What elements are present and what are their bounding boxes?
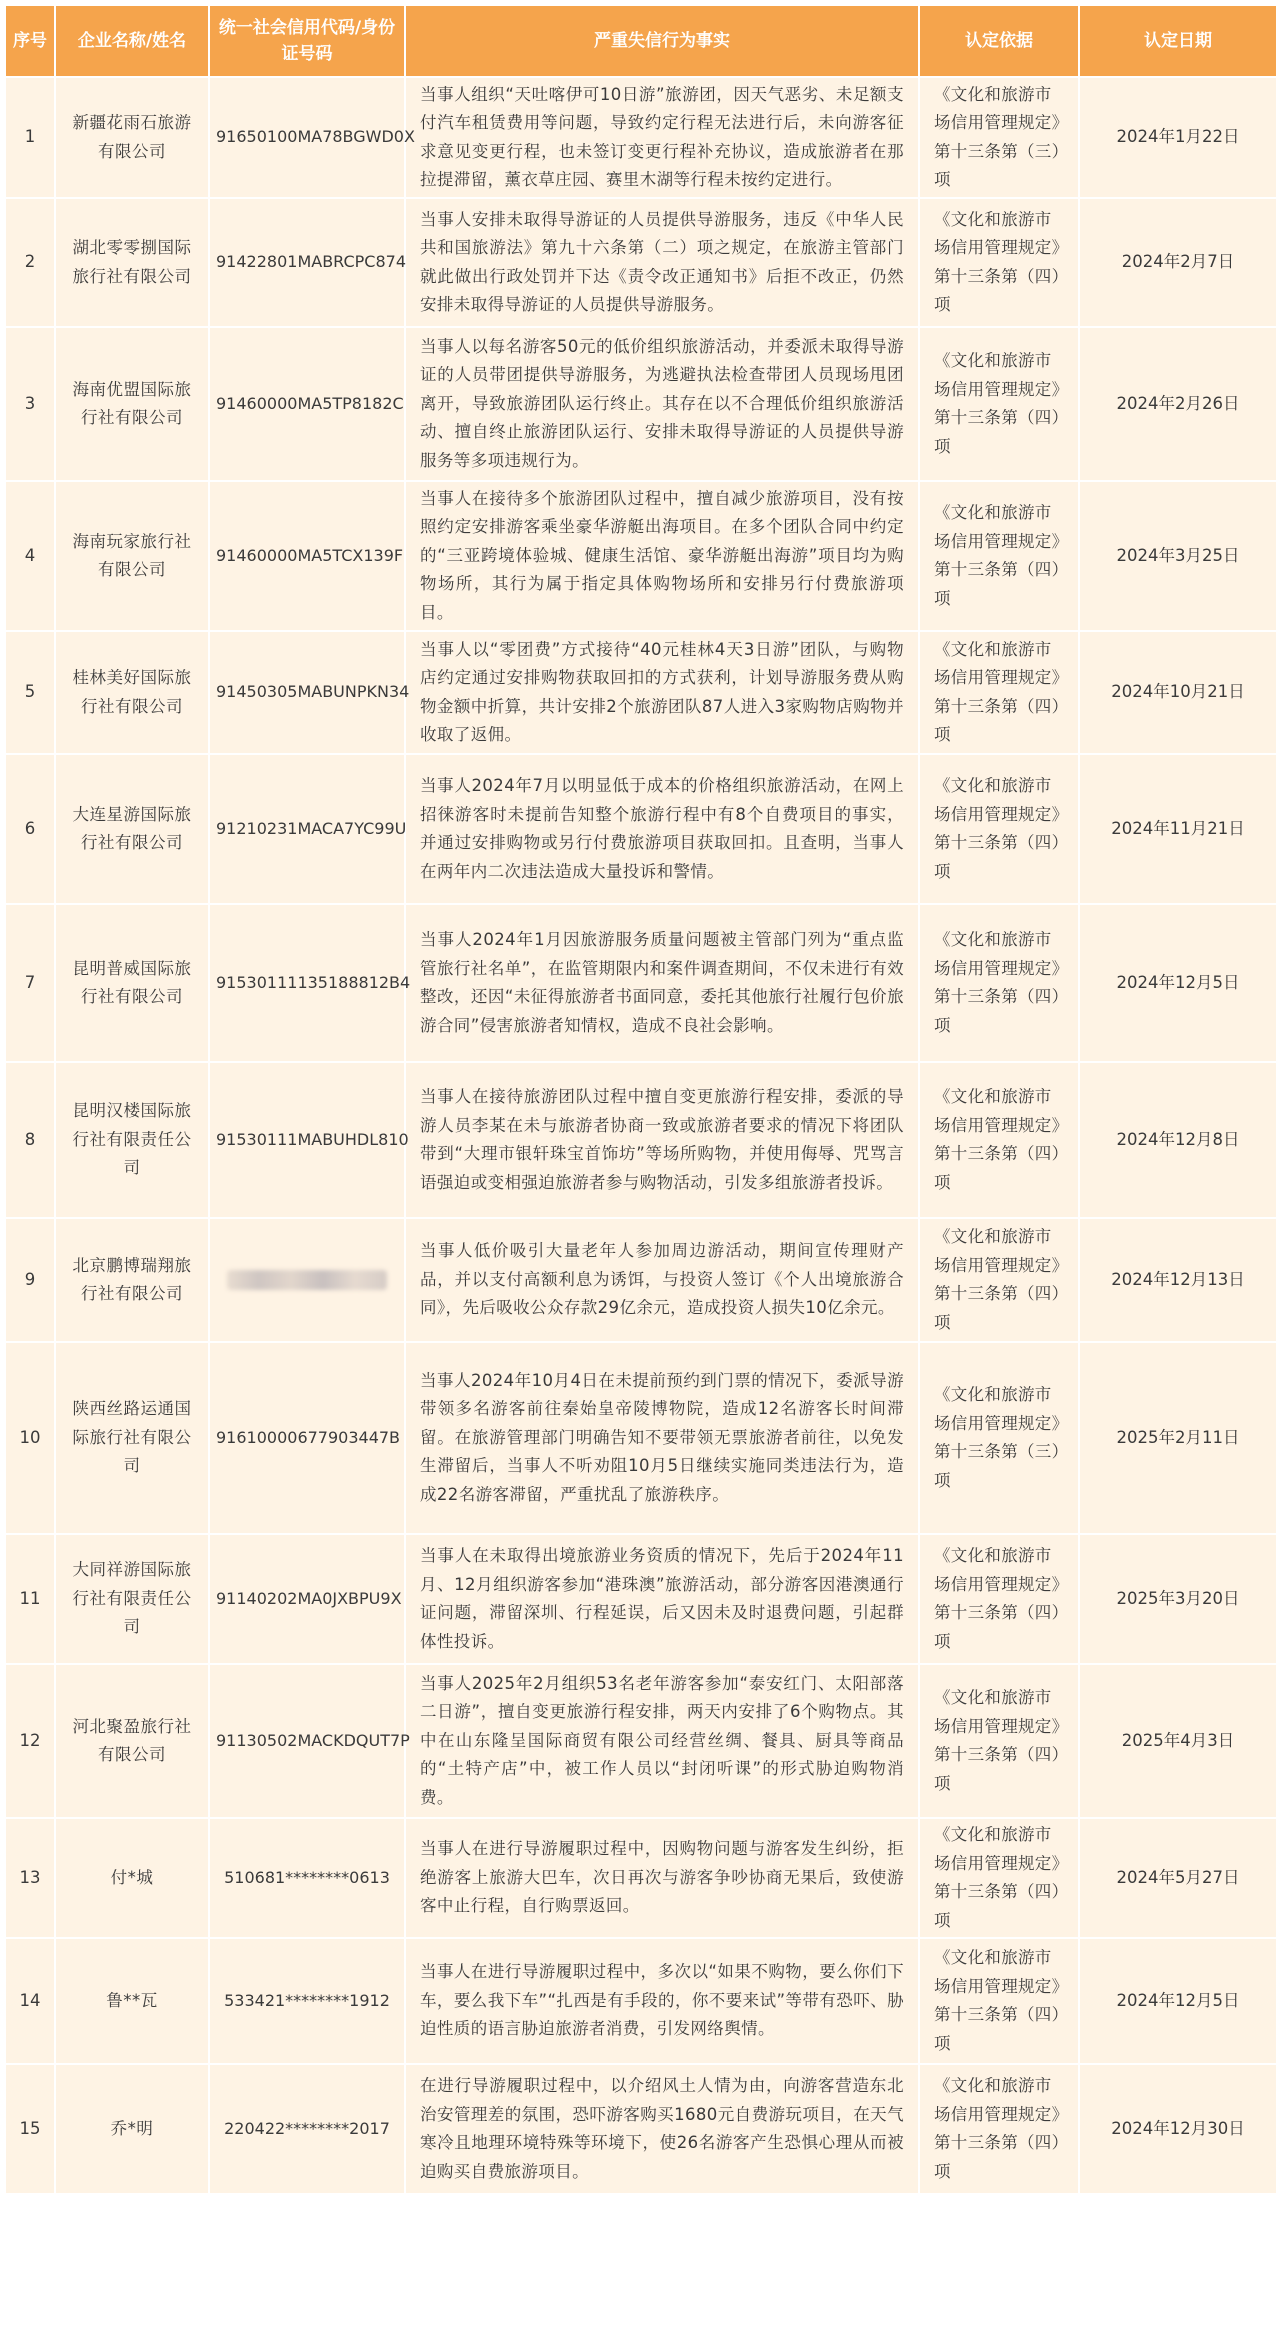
cell-date: 2024年10月21日 xyxy=(1079,631,1277,754)
cell-date: 2024年3月25日 xyxy=(1079,481,1277,631)
cell-basis: 《文化和旅游市场信用管理规定》第十三条第（三）项 xyxy=(919,77,1079,198)
table-row xyxy=(5,327,1277,481)
cell-basis: 《文化和旅游市场信用管理规定》第十三条第（四）项 xyxy=(919,327,1079,481)
cell-seq: 3 xyxy=(5,327,55,481)
cell-basis: 《文化和旅游市场信用管理规定》第十三条第（四）项 xyxy=(919,904,1079,1062)
cell-seq: 11 xyxy=(5,1534,55,1664)
cell-basis: 《文化和旅游市场信用管理规定》第十三条第（四）项 xyxy=(919,481,1079,631)
cell-date: 2025年4月3日 xyxy=(1079,1664,1277,1818)
cell-name: 大连星游国际旅行社有限公司 xyxy=(55,754,209,904)
table-row xyxy=(5,2064,1277,2194)
cell-date: 2024年11月21日 xyxy=(1079,754,1277,904)
cell-seq: 7 xyxy=(5,904,55,1062)
table-header-row xyxy=(5,5,1277,77)
table-row xyxy=(5,1664,1277,1818)
header-fact: 严重失信行为事实 xyxy=(405,5,919,77)
cell-fact: 当事人组织“天吐喀伊可10日游”旅游团，因天气恶劣、未足额支付汽车租赁费用等问题，导致约定行程无法进行后，未向游客征求意见变更行程，也未签订变更行程补充协议，造成旅游者在那拉提滞留，薰衣草庄园、赛里木湖等行程未按约定进行。 xyxy=(405,77,919,198)
cell-seq: 5 xyxy=(5,631,55,754)
cell-name: 昆明汉楼国际旅行社有限责任公司 xyxy=(55,1062,209,1218)
header-code: 统一社会信用代码/身份证号码 xyxy=(209,5,405,77)
table-row xyxy=(5,1534,1277,1664)
cell-fact: 当事人在进行导游履职过程中，多次以“如果不购物，要么你们下车，要么我下车”“扎西是有手段的，你不要来试”等带有恐吓、胁迫性质的语言胁迫旅游者消费，引发网络舆情。 xyxy=(405,1938,919,2064)
dishonesty-list-table xyxy=(4,4,1278,2195)
cell-code: 91460000MA5TCX139F xyxy=(209,481,405,631)
table-row xyxy=(5,198,1277,327)
cell-basis: 《文化和旅游市场信用管理规定》第十三条第（四）项 xyxy=(919,754,1079,904)
table-row xyxy=(5,1342,1277,1534)
cell-basis: 《文化和旅游市场信用管理规定》第十三条第（四）项 xyxy=(919,1664,1079,1818)
table-row xyxy=(5,481,1277,631)
cell-fact: 当事人低价吸引大量老年人参加周边游活动，期间宣传理财产品，并以支付高额利息为诱饵，与投资人签订《个人出境旅游合同》，先后吸收公众存款29亿余元，造成投资人损失10亿余元。 xyxy=(405,1218,919,1342)
cell-fact: 在进行导游履职过程中，以介绍风土人情为由，向游客营造东北治安管理差的氛围，恐吓游客购买1680元自费游玩项目，在天气寒冷且地理环境特殊等环境下，使26名游客产生恐惧心理从而被迫购买自费旅游项目。 xyxy=(405,2064,919,2194)
cell-name: 大同祥游国际旅行社有限责任公司 xyxy=(55,1534,209,1664)
redacted-code-blur xyxy=(227,1270,387,1290)
cell-fact: 当事人2024年7月以明显低于成本的价格组织旅游活动，在网上招徕游客时未提前告知整个旅游行程中有8个自费项目的事实，并通过安排购物或另行付费旅游项目获取回扣。且查明，当事人在两年内二次违法造成大量投诉和警情。 xyxy=(405,754,919,904)
cell-fact: 当事人2025年2月组织53名老年游客参加“泰安红门、太阳部落二日游”，擅自变更旅游行程安排，两天内安排了6个购物点。其中在山东隆呈国际商贸有限公司经营丝绸、餐具、厨具等商品的“土特产店”中，被工作人员以“封闭听课”的形式胁迫购物消费。 xyxy=(405,1664,919,1818)
table-row xyxy=(5,77,1277,198)
cell-basis: 《文化和旅游市场信用管理规定》第十三条第（四）项 xyxy=(919,631,1079,754)
cell-basis: 《文化和旅游市场信用管理规定》第十三条第（四）项 xyxy=(919,198,1079,327)
cell-fact: 当事人以每名游客50元的低价组织旅游活动，并委派未取得导游证的人员带团提供导游服务，为逃避执法检查带团人员现场甩团离开，导致旅游团队运行终止。其存在以不合理低价组织旅游活动、擅自终止旅游团队运行、安排未取得导游证的人员提供导游服务等多项违规行为。 xyxy=(405,327,919,481)
cell-basis: 《文化和旅游市场信用管理规定》第十三条第（四）项 xyxy=(919,1062,1079,1218)
cell-code: 91140202MA0JXBPU9X xyxy=(209,1534,405,1664)
cell-seq: 6 xyxy=(5,754,55,904)
cell-fact: 当事人2024年1月因旅游服务质量问题被主管部门列为“重点监管旅行社名单”，在监管期限内和案件调查期间，不仅未进行有效整改，还因“未征得旅游者书面同意，委托其他旅行社履行包价旅游合同”侵害旅游者知情权，造成不良社会影响。 xyxy=(405,904,919,1062)
header-date: 认定日期 xyxy=(1079,5,1277,77)
cell-fact: 当事人在未取得出境旅游业务资质的情况下，先后于2024年11月、12月组织游客参加“港珠澳”旅游活动，部分游客因港澳通行证问题，滞留深圳、行程延误，后又因未及时退费问题，引起群体性投诉。 xyxy=(405,1534,919,1664)
cell-name: 海南玩家旅行社有限公司 xyxy=(55,481,209,631)
cell-seq: 12 xyxy=(5,1664,55,1818)
table-row xyxy=(5,1062,1277,1218)
cell-seq: 4 xyxy=(5,481,55,631)
cell-fact: 当事人在进行导游履职过程中，因购物问题与游客发生纠纷，拒绝游客上旅游大巴车，次日再次与游客争吵协商无果后，致使游客中止行程，自行购票返回。 xyxy=(405,1818,919,1938)
cell-name: 海南优盟国际旅行社有限公司 xyxy=(55,327,209,481)
cell-name: 乔*明 xyxy=(55,2064,209,2194)
cell-seq: 2 xyxy=(5,198,55,327)
cell-date: 2025年2月11日 xyxy=(1079,1342,1277,1534)
cell-date: 2024年12月30日 xyxy=(1079,2064,1277,2194)
cell-basis: 《文化和旅游市场信用管理规定》第十三条第（四）项 xyxy=(919,2064,1079,2194)
cell-code: 510681********0613 xyxy=(209,1818,405,1938)
cell-name: 鲁**瓦 xyxy=(55,1938,209,2064)
cell-fact: 当事人在接待多个旅游团队过程中，擅自减少旅游项目，没有按照约定安排游客乘坐豪华游艇出海项目。在多个团队合同中约定的“三亚跨境体验城、健康生活馆、豪华游艇出海游”项目均为购物场所，其行为属于指定具体购物场所和安排另行付费旅游项目。 xyxy=(405,481,919,631)
header-name: 企业名称/姓名 xyxy=(55,5,209,77)
cell-date: 2025年3月20日 xyxy=(1079,1534,1277,1664)
header-seq: 序号 xyxy=(5,5,55,77)
table-row xyxy=(5,904,1277,1062)
cell-code: 91450305MABUNPKN34 xyxy=(209,631,405,754)
cell-code: 91530111MABUHDL810 xyxy=(209,1062,405,1218)
table-row xyxy=(5,631,1277,754)
table-row xyxy=(5,754,1277,904)
cell-fact: 当事人在接待旅游团队过程中擅自变更旅游行程安排，委派的导游人员李某在未与旅游者协商一致或旅游者要求的情况下将团队带到“大理市银轩珠宝首饰坊”等场所购物，并使用侮辱、咒骂言语强迫或变相强迫旅游者参与购物活动，引发多组旅游者投诉。 xyxy=(405,1062,919,1218)
cell-date: 2024年2月7日 xyxy=(1079,198,1277,327)
cell-date: 2024年5月27日 xyxy=(1079,1818,1277,1938)
cell-seq: 13 xyxy=(5,1818,55,1938)
cell-code: 91422801MABRCPC874 xyxy=(209,198,405,327)
cell-fact: 当事人2024年10月4日在未提前预约到门票的情况下，委派导游带领多名游客前往秦始皇帝陵博物院，造成12名游客长时间滞留。在旅游管理部门明确告知不要带领无票旅游者前往，以免发生滞留后，当事人不听劝阻10月5日继续实施同类违法行为，造成22名游客滞留，严重扰乱了旅游秩序。 xyxy=(405,1342,919,1534)
cell-code: 220422********2017 xyxy=(209,2064,405,2194)
cell-code-redacted xyxy=(209,1218,405,1342)
cell-basis: 《文化和旅游市场信用管理规定》第十三条第（四）项 xyxy=(919,1534,1079,1664)
cell-fact: 当事人安排未取得导游证的人员提供导游服务，违反《中华人民共和国旅游法》第九十六条第（二）项之规定，在旅游主管部门就此做出行政处罚并下达《责令改正通知书》后拒不改正，仍然安排未取得导游证的人员提供导游服务。 xyxy=(405,198,919,327)
cell-code: 91530111135188812B4 xyxy=(209,904,405,1062)
cell-name: 陕西丝路运通国际旅行社有限公司 xyxy=(55,1342,209,1534)
cell-code: 91210231MACA7YC99U xyxy=(209,754,405,904)
cell-basis: 《文化和旅游市场信用管理规定》第十三条第（四）项 xyxy=(919,1218,1079,1342)
cell-code: 91130502MACKDQUT7P xyxy=(209,1664,405,1818)
cell-basis: 《文化和旅游市场信用管理规定》第十三条第（三）项 xyxy=(919,1342,1079,1534)
cell-name: 付*城 xyxy=(55,1818,209,1938)
cell-date: 2024年12月13日 xyxy=(1079,1218,1277,1342)
cell-date: 2024年12月5日 xyxy=(1079,904,1277,1062)
cell-date: 2024年1月22日 xyxy=(1079,77,1277,198)
cell-name: 新疆花雨石旅游有限公司 xyxy=(55,77,209,198)
cell-seq: 15 xyxy=(5,2064,55,2194)
credit-table-container xyxy=(4,4,1276,2323)
cell-date: 2024年12月5日 xyxy=(1079,1938,1277,2064)
cell-name: 湖北零零捌国际旅行社有限公司 xyxy=(55,198,209,327)
cell-date: 2024年2月26日 xyxy=(1079,327,1277,481)
cell-code: 91650100MA78BGWD0X xyxy=(209,77,405,198)
cell-date: 2024年12月8日 xyxy=(1079,1062,1277,1218)
table-row xyxy=(5,1818,1277,1938)
cell-name: 河北聚盈旅行社有限公司 xyxy=(55,1664,209,1818)
cell-basis: 《文化和旅游市场信用管理规定》第十三条第（四）项 xyxy=(919,1938,1079,2064)
cell-seq: 8 xyxy=(5,1062,55,1218)
cell-seq: 14 xyxy=(5,1938,55,2064)
cell-seq: 9 xyxy=(5,1218,55,1342)
cell-name: 昆明普威国际旅行社有限公司 xyxy=(55,904,209,1062)
cell-fact: 当事人以“零团费”方式接待“40元桂林4天3日游”团队，与购物店约定通过安排购物获取回扣的方式获利，计划导游服务费从购物金额中折算，共计安排2个旅游团队87人进入3家购物店购物并收取了返佣。 xyxy=(405,631,919,754)
cell-seq: 10 xyxy=(5,1342,55,1534)
table-row xyxy=(5,1938,1277,2064)
cell-code: 533421********1912 xyxy=(209,1938,405,2064)
cell-code: 91460000MA5TP8182C xyxy=(209,327,405,481)
table-row xyxy=(5,1218,1277,1342)
cell-name: 桂林美好国际旅行社有限公司 xyxy=(55,631,209,754)
header-basis: 认定依据 xyxy=(919,5,1079,77)
cell-basis: 《文化和旅游市场信用管理规定》第十三条第（四）项 xyxy=(919,1818,1079,1938)
cell-name: 北京鹏博瑞翔旅行社有限公司 xyxy=(55,1218,209,1342)
cell-seq: 1 xyxy=(5,77,55,198)
cell-code: 91610000677903447B xyxy=(209,1342,405,1534)
